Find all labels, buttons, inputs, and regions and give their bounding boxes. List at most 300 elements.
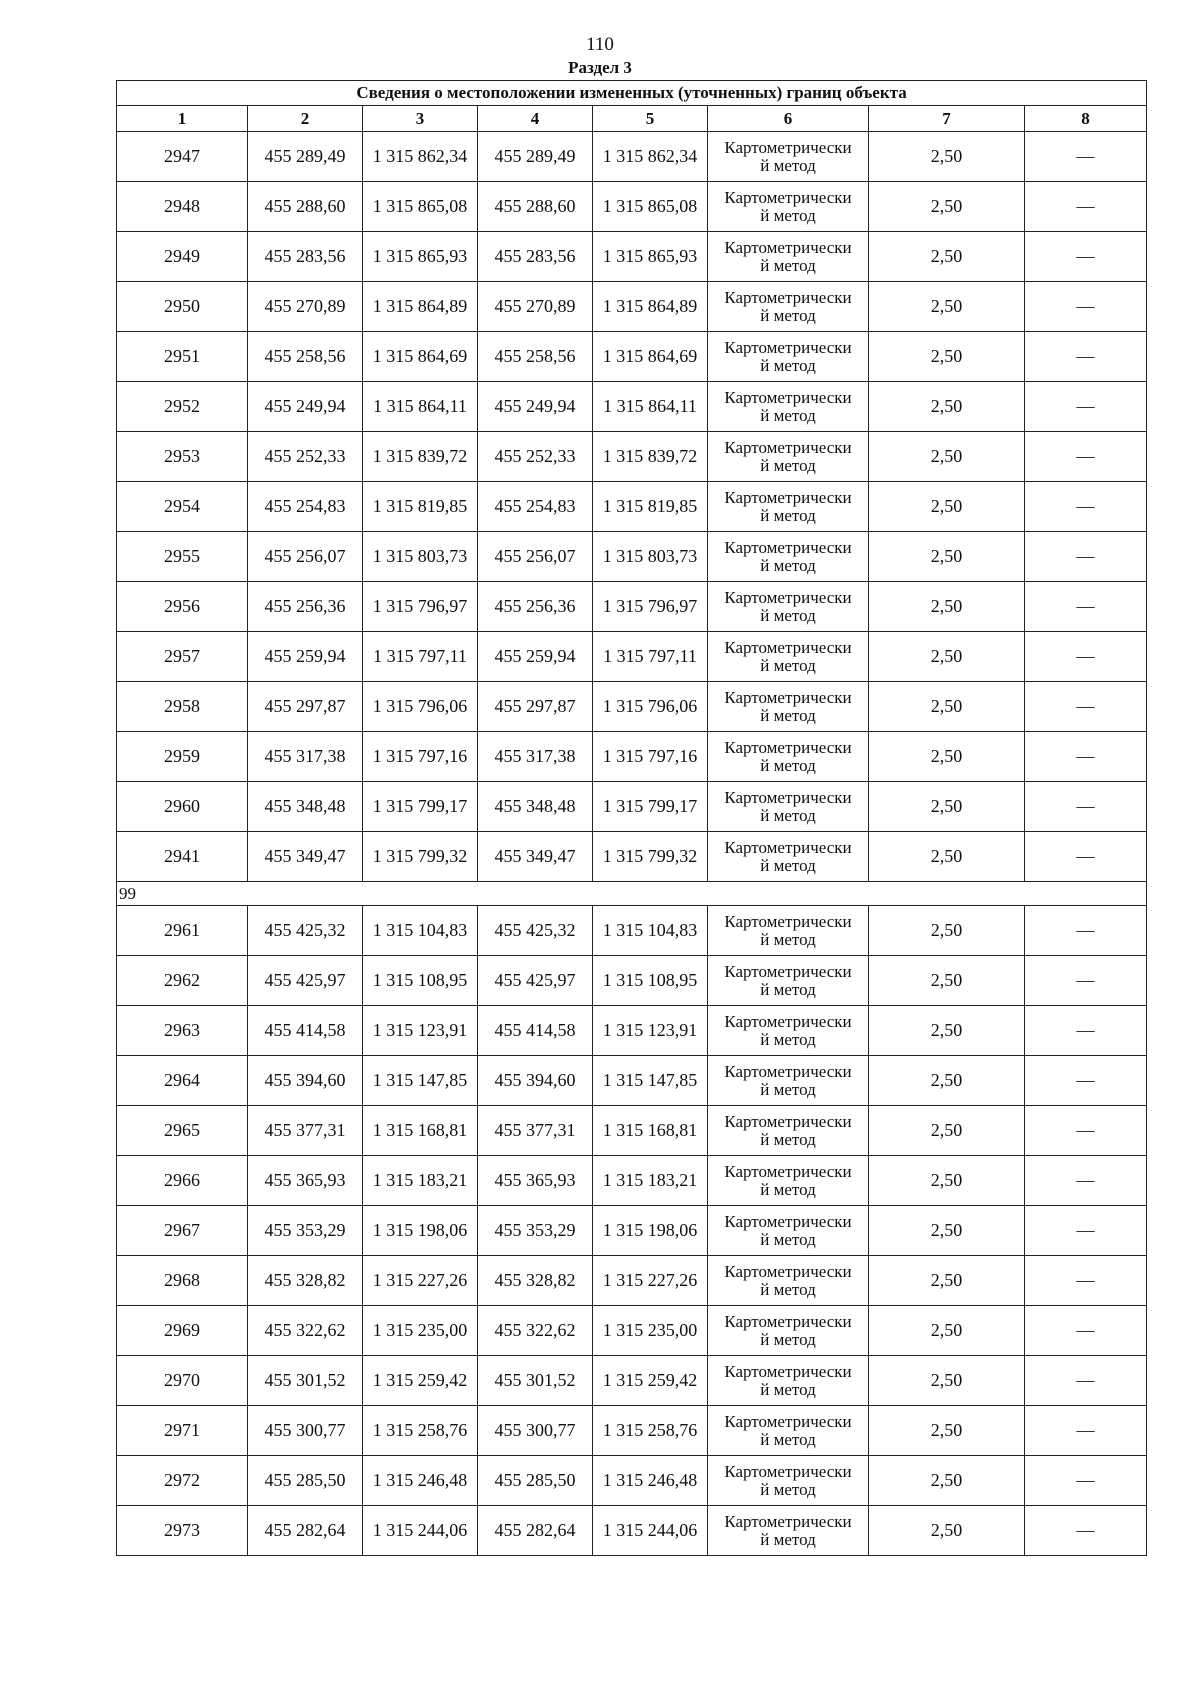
description-cell: —: [1025, 1206, 1147, 1256]
method-text-line1: Картометрически: [724, 1261, 852, 1281]
coord-x-new-cell: 455 425,97: [478, 956, 593, 1006]
table-row: [117, 732, 1147, 782]
method-text-line2: й метод: [760, 255, 816, 275]
group-label: 99: [117, 882, 1147, 906]
column-number: 4: [478, 106, 593, 132]
coord-y-new-cell: 1 315 235,00: [593, 1306, 708, 1356]
accuracy-cell: 2,50: [869, 482, 1025, 532]
coord-y-new-cell: 1 315 797,11: [593, 632, 708, 682]
coord-y-new-cell: 1 315 108,95: [593, 956, 708, 1006]
method-text-line1: Картометрически: [724, 637, 852, 657]
description-cell: —: [1025, 482, 1147, 532]
coord-y-new-cell: 1 315 864,89: [593, 282, 708, 332]
accuracy-cell: 2,50: [869, 832, 1025, 882]
point-number-cell: 2948: [117, 182, 248, 232]
accuracy-cell: 2,50: [869, 132, 1025, 182]
coord-x-existing-cell: 455 283,56: [248, 232, 363, 282]
column-number: 5: [593, 106, 708, 132]
point-number-cell: 2972: [117, 1456, 248, 1506]
point-number-cell: 2960: [117, 782, 248, 832]
coord-y-existing-cell: 1 315 104,83: [363, 906, 478, 956]
method-cell: [708, 1506, 869, 1556]
description-cell: —: [1025, 432, 1147, 482]
coord-x-new-cell: 455 328,82: [478, 1256, 593, 1306]
method-cell: [708, 632, 869, 682]
accuracy-cell: 2,50: [869, 532, 1025, 582]
point-number-cell: 2953: [117, 432, 248, 482]
table-row: [117, 232, 1147, 282]
method-text-line2: й метод: [760, 1479, 816, 1499]
coord-y-existing-cell: 1 315 865,08: [363, 182, 478, 232]
coord-x-new-cell: 455 353,29: [478, 1206, 593, 1256]
table-row: [117, 1456, 1147, 1506]
coord-x-new-cell: 455 259,94: [478, 632, 593, 682]
table-row: [117, 906, 1147, 956]
point-number-cell: 2967: [117, 1206, 248, 1256]
coord-y-new-cell: 1 315 198,06: [593, 1206, 708, 1256]
accuracy-cell: 2,50: [869, 632, 1025, 682]
coord-y-new-cell: 1 315 246,48: [593, 1456, 708, 1506]
table-row: [117, 1006, 1147, 1056]
method-text-line1: Картометрически: [724, 137, 852, 157]
table-row: [117, 432, 1147, 482]
coord-y-new-cell: 1 315 864,69: [593, 332, 708, 382]
table-caption: Сведения о местоположении измененных (уточненных) границ объекта: [117, 81, 1147, 106]
description-cell: —: [1025, 1506, 1147, 1556]
accuracy-cell: 2,50: [869, 1406, 1025, 1456]
point-number-cell: 2963: [117, 1006, 248, 1056]
method-cell: [708, 232, 869, 282]
column-number: 8: [1025, 106, 1147, 132]
accuracy-cell: 2,50: [869, 282, 1025, 332]
method-cell: [708, 582, 869, 632]
coord-y-new-cell: 1 315 865,93: [593, 232, 708, 282]
coord-x-new-cell: 455 377,31: [478, 1106, 593, 1156]
column-number: 2: [248, 106, 363, 132]
table-row: [117, 682, 1147, 732]
method-text-line2: й метод: [760, 705, 816, 725]
coord-x-existing-cell: 455 259,94: [248, 632, 363, 682]
accuracy-cell: 2,50: [869, 732, 1025, 782]
method-text-line2: й метод: [760, 305, 816, 325]
table-row: [117, 282, 1147, 332]
coord-y-new-cell: 1 315 244,06: [593, 1506, 708, 1556]
table-row: [117, 182, 1147, 232]
coord-x-existing-cell: 455 258,56: [248, 332, 363, 382]
method-text-line2: й метод: [760, 1429, 816, 1449]
coord-x-existing-cell: 455 348,48: [248, 782, 363, 832]
accuracy-cell: 2,50: [869, 1006, 1025, 1056]
method-text-line1: Картометрически: [724, 737, 852, 757]
coord-y-existing-cell: 1 315 796,97: [363, 582, 478, 632]
description-cell: —: [1025, 1306, 1147, 1356]
coord-y-new-cell: 1 315 259,42: [593, 1356, 708, 1406]
method-text-line2: й метод: [760, 1179, 816, 1199]
coord-y-existing-cell: 1 315 123,91: [363, 1006, 478, 1056]
coord-y-existing-cell: 1 315 183,21: [363, 1156, 478, 1206]
coord-x-existing-cell: 455 328,82: [248, 1256, 363, 1306]
method-text-line2: й метод: [760, 755, 816, 775]
table-row: [117, 1306, 1147, 1356]
coord-x-new-cell: 455 289,49: [478, 132, 593, 182]
accuracy-cell: 2,50: [869, 232, 1025, 282]
coord-y-new-cell: 1 315 796,06: [593, 682, 708, 732]
coord-x-new-cell: 455 349,47: [478, 832, 593, 882]
coord-y-new-cell: 1 315 862,34: [593, 132, 708, 182]
method-text-line1: Картометрически: [724, 837, 852, 857]
coord-y-new-cell: 1 315 839,72: [593, 432, 708, 482]
coord-y-new-cell: 1 315 797,16: [593, 732, 708, 782]
method-cell: [708, 1356, 869, 1406]
table-caption-row: [117, 81, 1147, 106]
table-row: [117, 1056, 1147, 1106]
coord-x-existing-cell: 455 270,89: [248, 282, 363, 332]
method-cell: [708, 1256, 869, 1306]
coord-x-new-cell: 455 394,60: [478, 1056, 593, 1106]
description-cell: —: [1025, 582, 1147, 632]
coord-y-existing-cell: 1 315 258,76: [363, 1406, 478, 1456]
method-text-line1: Картометрически: [724, 1361, 852, 1381]
table-row: [117, 382, 1147, 432]
point-number-cell: 2971: [117, 1406, 248, 1456]
description-cell: —: [1025, 632, 1147, 682]
method-cell: [708, 282, 869, 332]
coord-x-new-cell: 455 285,50: [478, 1456, 593, 1506]
description-cell: —: [1025, 282, 1147, 332]
coord-y-existing-cell: 1 315 799,32: [363, 832, 478, 882]
method-text-line2: й метод: [760, 505, 816, 525]
accuracy-cell: 2,50: [869, 382, 1025, 432]
point-number-cell: 2958: [117, 682, 248, 732]
table-row: [117, 956, 1147, 1006]
description-cell: —: [1025, 1106, 1147, 1156]
accuracy-cell: 2,50: [869, 906, 1025, 956]
column-number: 7: [869, 106, 1025, 132]
method-cell: [708, 732, 869, 782]
coord-x-new-cell: 455 425,32: [478, 906, 593, 956]
method-text-line1: Картометрически: [724, 537, 852, 557]
coord-x-existing-cell: 455 301,52: [248, 1356, 363, 1406]
coord-y-existing-cell: 1 315 865,93: [363, 232, 478, 282]
coord-y-existing-cell: 1 315 259,42: [363, 1356, 478, 1406]
accuracy-cell: 2,50: [869, 1456, 1025, 1506]
point-number-cell: 2954: [117, 482, 248, 532]
description-cell: —: [1025, 332, 1147, 382]
coord-x-existing-cell: 455 289,49: [248, 132, 363, 182]
coord-y-existing-cell: 1 315 864,69: [363, 332, 478, 382]
method-text-line1: Картометрически: [724, 787, 852, 807]
method-cell: [708, 132, 869, 182]
coord-x-new-cell: 455 256,07: [478, 532, 593, 582]
method-cell: [708, 1106, 869, 1156]
method-cell: [708, 332, 869, 382]
coord-x-existing-cell: 455 285,50: [248, 1456, 363, 1506]
description-cell: —: [1025, 232, 1147, 282]
method-cell: [708, 1156, 869, 1206]
coord-x-new-cell: 455 283,56: [478, 232, 593, 282]
description-cell: —: [1025, 906, 1147, 956]
description-cell: —: [1025, 1006, 1147, 1056]
coord-y-existing-cell: 1 315 862,34: [363, 132, 478, 182]
coord-x-new-cell: 455 414,58: [478, 1006, 593, 1056]
coord-y-existing-cell: 1 315 198,06: [363, 1206, 478, 1256]
method-cell: [708, 956, 869, 1006]
coord-y-existing-cell: 1 315 244,06: [363, 1506, 478, 1556]
table-row: [117, 632, 1147, 682]
description-cell: —: [1025, 132, 1147, 182]
table-row: [117, 132, 1147, 182]
column-number: 1: [117, 106, 248, 132]
method-cell: [708, 906, 869, 956]
coord-y-existing-cell: 1 315 235,00: [363, 1306, 478, 1356]
coord-x-new-cell: 455 254,83: [478, 482, 593, 532]
method-text-line2: й метод: [760, 1529, 816, 1549]
method-text-line1: Картометрически: [724, 1011, 852, 1031]
coord-y-new-cell: 1 315 104,83: [593, 906, 708, 956]
method-text-line2: й метод: [760, 405, 816, 425]
table-row: [117, 482, 1147, 532]
description-cell: —: [1025, 1056, 1147, 1106]
coord-y-existing-cell: 1 315 819,85: [363, 482, 478, 532]
description-cell: —: [1025, 1156, 1147, 1206]
method-text-line2: й метод: [760, 979, 816, 999]
coord-x-existing-cell: 455 254,83: [248, 482, 363, 532]
accuracy-cell: 2,50: [869, 682, 1025, 732]
coord-x-existing-cell: 455 282,64: [248, 1506, 363, 1556]
coord-y-new-cell: 1 315 258,76: [593, 1406, 708, 1456]
accuracy-cell: 2,50: [869, 1256, 1025, 1306]
method-text-line2: й метод: [760, 929, 816, 949]
point-number-cell: 2970: [117, 1356, 248, 1406]
point-number-cell: 2973: [117, 1506, 248, 1556]
point-number-cell: 2969: [117, 1306, 248, 1356]
method-text-line1: Картометрически: [724, 1411, 852, 1431]
method-cell: [708, 1406, 869, 1456]
method-cell: [708, 1306, 869, 1356]
accuracy-cell: 2,50: [869, 582, 1025, 632]
description-cell: —: [1025, 1356, 1147, 1406]
method-text-line2: й метод: [760, 1129, 816, 1149]
method-cell: [708, 1006, 869, 1056]
column-number-row: [117, 106, 1147, 132]
point-number-cell: 2966: [117, 1156, 248, 1206]
coord-y-existing-cell: 1 315 864,11: [363, 382, 478, 432]
accuracy-cell: 2,50: [869, 1156, 1025, 1206]
accuracy-cell: 2,50: [869, 782, 1025, 832]
coord-x-existing-cell: 455 300,77: [248, 1406, 363, 1456]
boundary-coordinates-table: [116, 80, 1147, 1556]
description-cell: —: [1025, 382, 1147, 432]
point-number-cell: 2965: [117, 1106, 248, 1156]
description-cell: —: [1025, 1456, 1147, 1506]
coord-x-existing-cell: 455 256,36: [248, 582, 363, 632]
coord-x-existing-cell: 455 414,58: [248, 1006, 363, 1056]
table-row: [117, 1156, 1147, 1206]
method-text-line2: й метод: [760, 605, 816, 625]
point-number-cell: 2956: [117, 582, 248, 632]
table-row: [117, 1256, 1147, 1306]
table-row: [117, 332, 1147, 382]
point-number-cell: 2952: [117, 382, 248, 432]
coord-y-existing-cell: 1 315 108,95: [363, 956, 478, 1006]
point-number-cell: 2962: [117, 956, 248, 1006]
coord-x-existing-cell: 455 365,93: [248, 1156, 363, 1206]
method-cell: [708, 432, 869, 482]
point-number-cell: 2955: [117, 532, 248, 582]
table-row: [117, 1206, 1147, 1256]
method-text-line1: Картометрически: [724, 1211, 852, 1231]
table-group-row: [117, 882, 1147, 906]
coord-y-existing-cell: 1 315 797,11: [363, 632, 478, 682]
coord-x-existing-cell: 455 317,38: [248, 732, 363, 782]
coord-y-existing-cell: 1 315 799,17: [363, 782, 478, 832]
coord-x-new-cell: 455 300,77: [478, 1406, 593, 1456]
method-text-line2: й метод: [760, 1079, 816, 1099]
coord-y-new-cell: 1 315 796,97: [593, 582, 708, 632]
point-number-cell: 2951: [117, 332, 248, 382]
point-number-cell: 2968: [117, 1256, 248, 1306]
table-row: [117, 1506, 1147, 1556]
accuracy-cell: 2,50: [869, 1356, 1025, 1406]
point-number-cell: 2964: [117, 1056, 248, 1106]
section-title: Раздел 3: [568, 58, 632, 77]
table-body: [117, 81, 1147, 1556]
point-number-cell: 2959: [117, 732, 248, 782]
table-row: [117, 532, 1147, 582]
method-text-line1: Картометрически: [724, 337, 852, 357]
coord-y-new-cell: 1 315 803,73: [593, 532, 708, 582]
method-text-line2: й метод: [760, 1329, 816, 1349]
method-text-line1: Картометрически: [724, 437, 852, 457]
coord-y-existing-cell: 1 315 803,73: [363, 532, 478, 582]
coord-y-existing-cell: 1 315 168,81: [363, 1106, 478, 1156]
accuracy-cell: 2,50: [869, 1506, 1025, 1556]
coord-x-existing-cell: 455 256,07: [248, 532, 363, 582]
method-text-line1: Картометрически: [724, 487, 852, 507]
method-text-line1: Картометрически: [724, 911, 852, 931]
coord-x-new-cell: 455 297,87: [478, 682, 593, 732]
description-cell: —: [1025, 1256, 1147, 1306]
coord-y-new-cell: 1 315 799,32: [593, 832, 708, 882]
point-number-cell: 2947: [117, 132, 248, 182]
coord-x-new-cell: 455 301,52: [478, 1356, 593, 1406]
coord-y-new-cell: 1 315 865,08: [593, 182, 708, 232]
method-cell: [708, 832, 869, 882]
coord-x-new-cell: 455 348,48: [478, 782, 593, 832]
method-text-line1: Картометрически: [724, 1061, 852, 1081]
method-cell: [708, 1056, 869, 1106]
coord-x-existing-cell: 455 322,62: [248, 1306, 363, 1356]
point-number-cell: 2950: [117, 282, 248, 332]
method-cell: [708, 182, 869, 232]
coord-y-new-cell: 1 315 819,85: [593, 482, 708, 532]
method-cell: [708, 682, 869, 732]
page-number: 110: [586, 34, 614, 55]
coord-x-new-cell: 455 322,62: [478, 1306, 593, 1356]
coord-x-new-cell: 455 249,94: [478, 382, 593, 432]
description-cell: —: [1025, 682, 1147, 732]
accuracy-cell: 2,50: [869, 1206, 1025, 1256]
coord-y-new-cell: 1 315 168,81: [593, 1106, 708, 1156]
point-number-cell: 2949: [117, 232, 248, 282]
coord-x-existing-cell: 455 252,33: [248, 432, 363, 482]
table-row: [117, 832, 1147, 882]
coord-y-existing-cell: 1 315 246,48: [363, 1456, 478, 1506]
method-text-line2: й метод: [760, 655, 816, 675]
accuracy-cell: 2,50: [869, 1056, 1025, 1106]
coord-y-existing-cell: 1 315 864,89: [363, 282, 478, 332]
coord-x-existing-cell: 455 425,97: [248, 956, 363, 1006]
coord-y-new-cell: 1 315 864,11: [593, 382, 708, 432]
column-number: 6: [708, 106, 869, 132]
method-text-line2: й метод: [760, 1279, 816, 1299]
table-row: [117, 1406, 1147, 1456]
method-text-line1: Картометрически: [724, 387, 852, 407]
description-cell: —: [1025, 732, 1147, 782]
description-cell: —: [1025, 956, 1147, 1006]
method-text-line2: й метод: [760, 205, 816, 225]
method-text-line1: Картометрически: [724, 1511, 852, 1531]
table-row: [117, 782, 1147, 832]
method-text-line1: Картометрически: [724, 687, 852, 707]
method-cell: [708, 1456, 869, 1506]
coord-y-new-cell: 1 315 183,21: [593, 1156, 708, 1206]
coord-y-new-cell: 1 315 147,85: [593, 1056, 708, 1106]
accuracy-cell: 2,50: [869, 1306, 1025, 1356]
coord-y-new-cell: 1 315 227,26: [593, 1256, 708, 1306]
method-text-line2: й метод: [760, 855, 816, 875]
coord-x-new-cell: 455 270,89: [478, 282, 593, 332]
coord-x-existing-cell: 455 349,47: [248, 832, 363, 882]
method-text-line1: Картометрически: [724, 587, 852, 607]
coord-x-new-cell: 455 256,36: [478, 582, 593, 632]
method-text-line2: й метод: [760, 1379, 816, 1399]
method-text-line1: Картометрически: [724, 1311, 852, 1331]
method-text-line1: Картометрически: [724, 1161, 852, 1181]
coord-x-existing-cell: 455 288,60: [248, 182, 363, 232]
description-cell: —: [1025, 532, 1147, 582]
coord-y-new-cell: 1 315 123,91: [593, 1006, 708, 1056]
coord-x-new-cell: 455 282,64: [478, 1506, 593, 1556]
method-text-line2: й метод: [760, 155, 816, 175]
coord-x-existing-cell: 455 353,29: [248, 1206, 363, 1256]
accuracy-cell: 2,50: [869, 1106, 1025, 1156]
method-cell: [708, 482, 869, 532]
coord-x-new-cell: 455 317,38: [478, 732, 593, 782]
table-row: [117, 1356, 1147, 1406]
method-cell: [708, 382, 869, 432]
coord-y-existing-cell: 1 315 796,06: [363, 682, 478, 732]
method-text-line2: й метод: [760, 455, 816, 475]
coord-x-new-cell: 455 288,60: [478, 182, 593, 232]
accuracy-cell: 2,50: [869, 432, 1025, 482]
accuracy-cell: 2,50: [869, 332, 1025, 382]
coord-y-existing-cell: 1 315 227,26: [363, 1256, 478, 1306]
column-number: 3: [363, 106, 478, 132]
method-cell: [708, 782, 869, 832]
description-cell: —: [1025, 832, 1147, 882]
description-cell: —: [1025, 782, 1147, 832]
coord-x-existing-cell: 455 377,31: [248, 1106, 363, 1156]
method-text-line2: й метод: [760, 355, 816, 375]
method-text-line2: й метод: [760, 1229, 816, 1249]
table-row: [117, 1106, 1147, 1156]
description-cell: —: [1025, 182, 1147, 232]
coord-y-existing-cell: 1 315 839,72: [363, 432, 478, 482]
method-cell: [708, 1206, 869, 1256]
method-text-line1: Картометрически: [724, 187, 852, 207]
coord-x-new-cell: 455 365,93: [478, 1156, 593, 1206]
